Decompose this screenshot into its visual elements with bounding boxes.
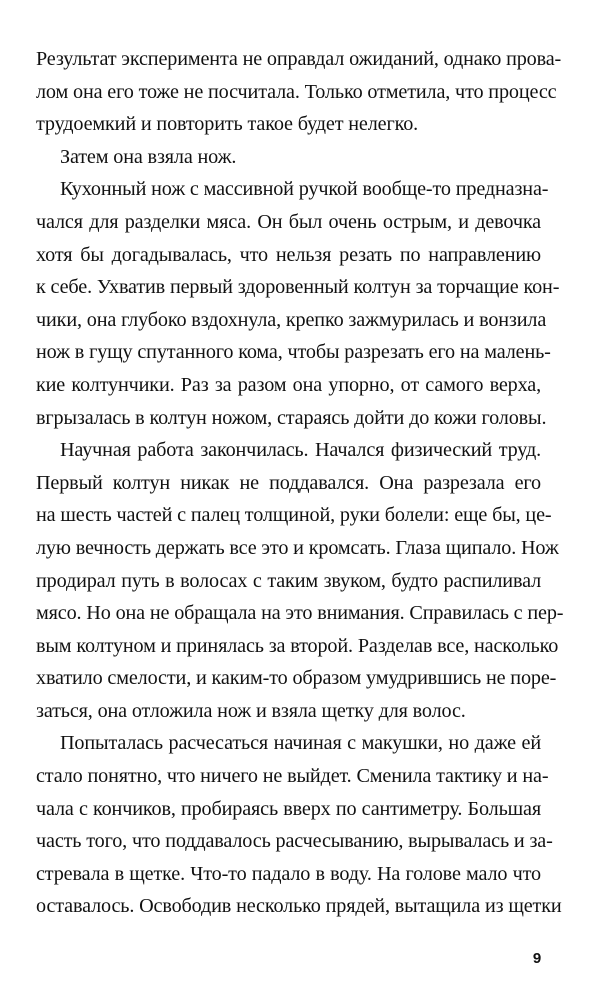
text-line: трудоемкий и повторить такое будет нелегко. [36, 113, 419, 136]
text-line: вым колтуном и принялась за второй. Разделав все, насколько [36, 634, 559, 657]
text-line: вгрызалась в колтун ножом, стараясь дойти до кожи головы. [36, 406, 547, 429]
text-line: лую вечность держать все это и кромсать. Глаза щипало. Нож [36, 536, 559, 559]
text-line: чала с кончиков, пробираясь вверх по сантиметру. Большая [36, 797, 541, 820]
text-line: продирал путь в волосах с таким звуком, будто распиливал [36, 569, 541, 592]
text-line: Первый колтун никак не поддавался. Она разрезала его [36, 471, 541, 494]
text-line: хотя бы догадывалась, что нельзя резать по направлению [36, 243, 541, 266]
text-line: лом она его тоже не посчитала. Только отметила, что процесс [36, 80, 557, 103]
text-line: чался для разделки мяса. Он был очень острым, и девочка [36, 210, 541, 233]
text-line: на шесть частей с палец толщиной, руки болели: еще бы, це- [36, 504, 552, 527]
text-line: Результат эксперимента не оправдал ожиданий, однако прова- [36, 48, 562, 70]
text-line: хватило смелости, и каким-то образом умудрившись не поре- [36, 667, 557, 690]
text-line: чики, она глубоко вздохнула, крепко зажмурилась и вонзила [36, 308, 547, 331]
text-line: нож в гущу спутанного кома, чтобы разрезать его на малень- [36, 341, 551, 364]
text-line: Попыталась расчесаться начиная с макушки, но даже ей [60, 732, 541, 755]
text-line: кие колтунчики. Раз за разом она упорно, от самого верха, [36, 373, 541, 396]
text-line: к себе. Ухватив первый здоровенный колтун за торчащие кон- [36, 276, 560, 299]
text-line: стало понятно, что ничего не выйдет. Сменила тактику и на- [36, 765, 549, 788]
page-number: 9 [532, 950, 542, 967]
text-line: Затем она взяла нож. [60, 145, 237, 168]
text-line: мясо. Но она не обращала на это внимания. Справилась с пер- [36, 602, 564, 625]
text-line: Научная работа закончилась. Начался физический труд. [60, 439, 541, 462]
text-line: оставалось. Освободив несколько прядей, вытащила из щетки [36, 895, 562, 918]
text-line: заться, она отложила нож и взяла щетку для волос. [36, 699, 466, 722]
text-line: Кухонный нож с массивной ручкой вообще-то предназна- [60, 178, 549, 201]
text-line: часть того, что поддавалось расчесыванию, вырывалась и за- [36, 830, 553, 853]
page-body-text [36, 43, 564, 923]
text-line: стревала в щетке. Что-то падало в воду. На голове мало что [36, 862, 541, 885]
